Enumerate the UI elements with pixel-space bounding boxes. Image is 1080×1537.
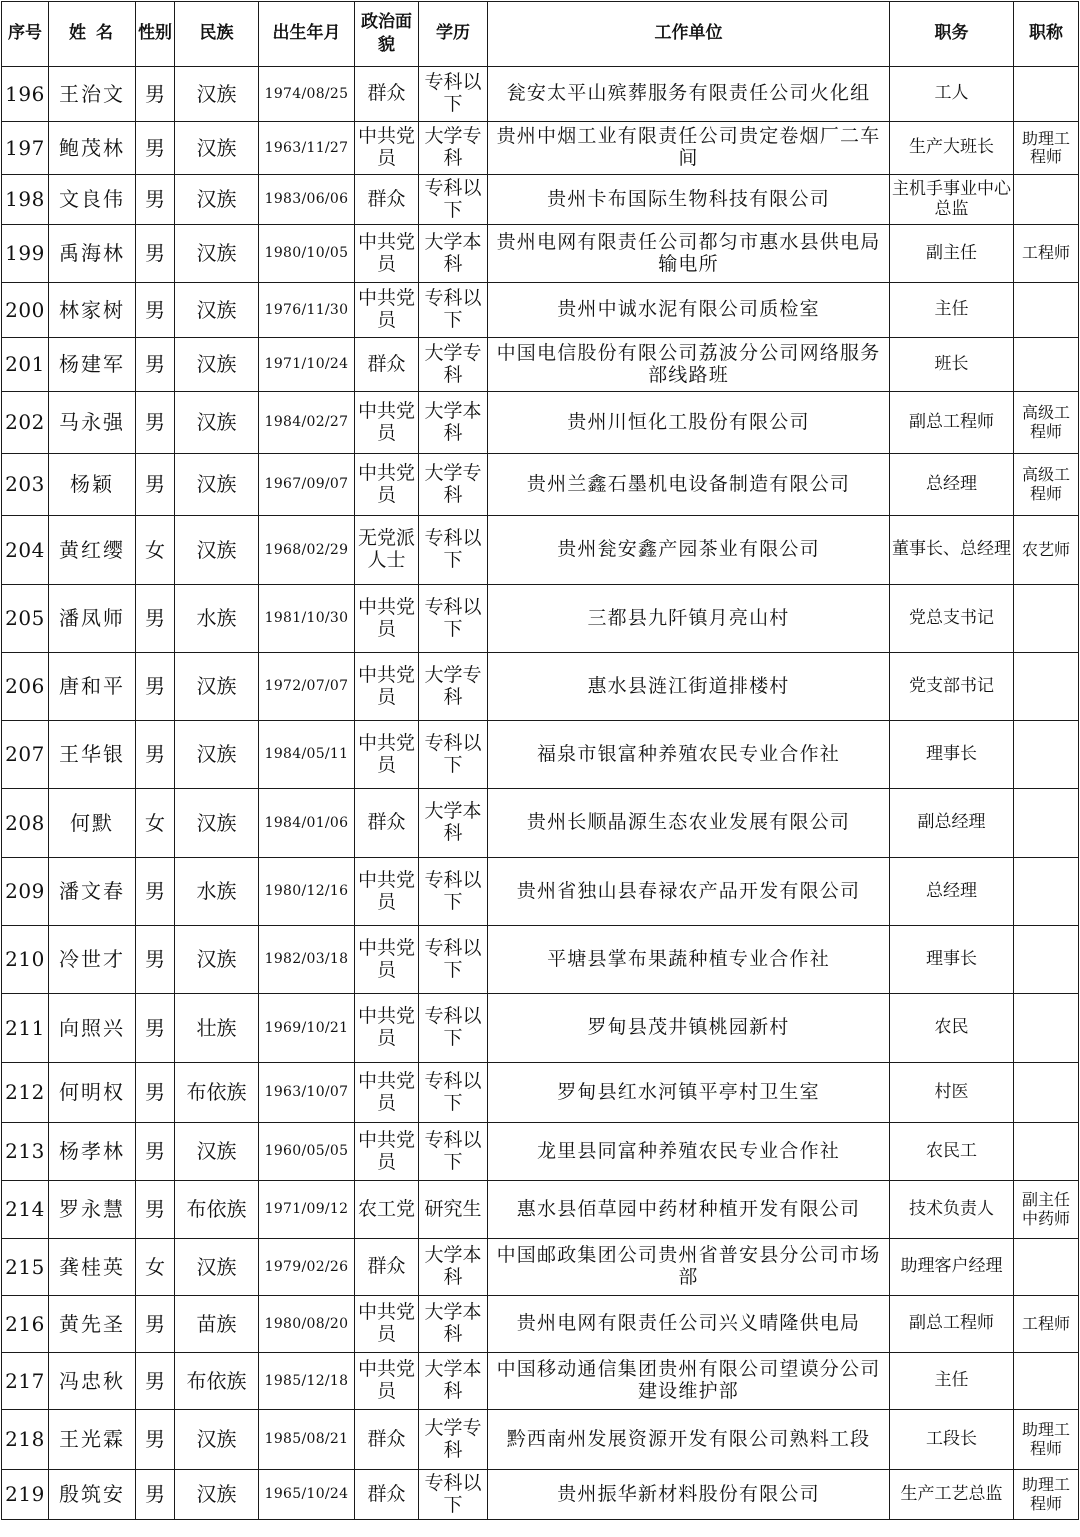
row-education: 大学专科: [419, 653, 488, 721]
row-seq: 215: [2, 1239, 49, 1296]
row-gender: 女: [136, 516, 175, 585]
row-employer: 罗甸县茂井镇桃园新村: [488, 994, 890, 1063]
row-political-status: 中共党员: [355, 1063, 419, 1123]
row-birth-date: 1963/11/27: [259, 122, 355, 175]
row-name: 王光霖: [49, 1410, 136, 1470]
row-gender: 男: [136, 67, 175, 122]
row-ethnicity: 汉族: [175, 653, 259, 721]
table-row: [2, 283, 1079, 338]
row-name: 杨建军: [49, 338, 136, 392]
row-ethnicity: 壮族: [175, 994, 259, 1063]
row-ethnicity: 汉族: [175, 454, 259, 516]
row-position: 助理客户经理: [890, 1239, 1014, 1296]
row-ethnicity: 汉族: [175, 175, 259, 225]
row-seq: 214: [2, 1181, 49, 1239]
row-employer: 贵州卡布国际生物科技有限公司: [488, 175, 890, 225]
row-professional-title: 高级工程师: [1014, 454, 1079, 516]
row-position: 党支部书记: [890, 653, 1014, 721]
row-ethnicity: 汉族: [175, 1123, 259, 1181]
row-ethnicity: 汉族: [175, 1239, 259, 1296]
header-birth: 出生年月: [259, 2, 355, 67]
row-ethnicity: 布依族: [175, 1353, 259, 1410]
row-employer: 中国电信股份有限公司荔波分公司网络服务部线路班: [488, 338, 890, 392]
row-education: 大学本科: [419, 1239, 488, 1296]
row-political-status: 群众: [355, 1239, 419, 1296]
row-education: 大学本科: [419, 225, 488, 283]
row-political-status: 群众: [355, 338, 419, 392]
row-education: 大学专科: [419, 122, 488, 175]
table-row: [2, 454, 1079, 516]
row-ethnicity: 汉族: [175, 392, 259, 454]
row-seq: 213: [2, 1123, 49, 1181]
row-seq: 212: [2, 1063, 49, 1123]
row-ethnicity: 布依族: [175, 1063, 259, 1123]
table-body: [2, 67, 1079, 1520]
row-political-status: 中共党员: [355, 225, 419, 283]
row-position: 副主任: [890, 225, 1014, 283]
row-professional-title: [1014, 721, 1079, 789]
table-row: [2, 392, 1079, 454]
row-political-status: 中共党员: [355, 653, 419, 721]
row-employer: 贵州振华新材料股份有限公司: [488, 1470, 890, 1520]
row-name: 冷世才: [49, 926, 136, 994]
row-position: 党总支书记: [890, 585, 1014, 653]
row-gender: 男: [136, 1123, 175, 1181]
row-employer: 贵州省独山县春禄农产品开发有限公司: [488, 858, 890, 926]
row-birth-date: 1981/10/30: [259, 585, 355, 653]
row-seq: 219: [2, 1470, 49, 1520]
row-ethnicity: 汉族: [175, 283, 259, 338]
row-position: 生产工艺总监: [890, 1470, 1014, 1520]
row-birth-date: 1976/11/30: [259, 283, 355, 338]
row-ethnicity: 汉族: [175, 516, 259, 585]
row-political-status: 中共党员: [355, 721, 419, 789]
row-position: 总经理: [890, 858, 1014, 926]
row-seq: 216: [2, 1296, 49, 1353]
row-employer: 贵州川恒化工股份有限公司: [488, 392, 890, 454]
row-gender: 男: [136, 653, 175, 721]
row-employer: 黔西南州发展资源开发有限公司熟料工段: [488, 1410, 890, 1470]
row-gender: 男: [136, 1063, 175, 1123]
row-political-status: 中共党员: [355, 1296, 419, 1353]
row-birth-date: 1971/09/12: [259, 1181, 355, 1239]
table-row: [2, 1410, 1079, 1470]
row-birth-date: 1984/01/06: [259, 789, 355, 858]
row-gender: 男: [136, 283, 175, 338]
row-education: 大学本科: [419, 392, 488, 454]
row-political-status: 群众: [355, 175, 419, 225]
row-name: 罗永慧: [49, 1181, 136, 1239]
row-professional-title: [1014, 858, 1079, 926]
row-seq: 207: [2, 721, 49, 789]
row-ethnicity: 汉族: [175, 67, 259, 122]
row-ethnicity: 汉族: [175, 1410, 259, 1470]
row-seq: 198: [2, 175, 49, 225]
table-row: [2, 721, 1079, 789]
header-employer: 工作单位: [488, 2, 890, 67]
row-ethnicity: 水族: [175, 858, 259, 926]
row-position: 董事长、总经理: [890, 516, 1014, 585]
row-name: 黄先圣: [49, 1296, 136, 1353]
row-gender: 女: [136, 1239, 175, 1296]
table-row: [2, 516, 1079, 585]
row-birth-date: 1983/06/06: [259, 175, 355, 225]
row-seq: 199: [2, 225, 49, 283]
row-ethnicity: 汉族: [175, 926, 259, 994]
row-employer: 罗甸县红水河镇平亭村卫生室: [488, 1063, 890, 1123]
row-gender: 男: [136, 1470, 175, 1520]
row-political-status: 中共党员: [355, 1123, 419, 1181]
table-row: [2, 338, 1079, 392]
row-ethnicity: 汉族: [175, 122, 259, 175]
row-political-status: 中共党员: [355, 392, 419, 454]
row-employer: 平塘县掌布果蔬种植专业合作社: [488, 926, 890, 994]
row-birth-date: 1963/10/07: [259, 1063, 355, 1123]
row-education: 专科以下: [419, 1470, 488, 1520]
row-birth-date: 1967/09/07: [259, 454, 355, 516]
row-education: 大学专科: [419, 454, 488, 516]
row-position: 副总工程师: [890, 392, 1014, 454]
row-seq: 217: [2, 1353, 49, 1410]
row-education: 大学本科: [419, 1353, 488, 1410]
row-name: 马永强: [49, 392, 136, 454]
row-political-status: 中共党员: [355, 1353, 419, 1410]
row-birth-date: 1960/05/05: [259, 1123, 355, 1181]
row-seq: 208: [2, 789, 49, 858]
row-seq: 205: [2, 585, 49, 653]
row-name: 鲍茂林: [49, 122, 136, 175]
row-political-status: 中共党员: [355, 858, 419, 926]
row-political-status: 群众: [355, 67, 419, 122]
row-employer: 龙里县同富种养殖农民专业合作社: [488, 1123, 890, 1181]
row-professional-title: 工程师: [1014, 225, 1079, 283]
row-name: 冯忠秋: [49, 1353, 136, 1410]
row-gender: 男: [136, 122, 175, 175]
row-education: 大学专科: [419, 338, 488, 392]
row-political-status: 中共党员: [355, 994, 419, 1063]
row-birth-date: 1969/10/21: [259, 994, 355, 1063]
row-gender: 男: [136, 175, 175, 225]
row-professional-title: 农艺师: [1014, 516, 1079, 585]
table-row: [2, 175, 1079, 225]
row-political-status: 中共党员: [355, 585, 419, 653]
row-professional-title: 工程师: [1014, 1296, 1079, 1353]
table-row: [2, 789, 1079, 858]
row-position: 村医: [890, 1063, 1014, 1123]
row-education: 专科以下: [419, 858, 488, 926]
table-row: [2, 858, 1079, 926]
table-row: [2, 653, 1079, 721]
row-name: 殷筑安: [49, 1470, 136, 1520]
row-education: 大学专科: [419, 1410, 488, 1470]
row-political-status: 无党派人士: [355, 516, 419, 585]
row-education: 专科以下: [419, 516, 488, 585]
row-seq: 201: [2, 338, 49, 392]
row-professional-title: [1014, 1063, 1079, 1123]
row-seq: 210: [2, 926, 49, 994]
row-position: 工段长: [890, 1410, 1014, 1470]
row-name: 向照兴: [49, 994, 136, 1063]
table-row: [2, 1296, 1079, 1353]
row-employer: 惠水县佰草园中药材种植开发有限公司: [488, 1181, 890, 1239]
header-seq: 序号: [2, 2, 49, 67]
row-name: 王华银: [49, 721, 136, 789]
row-employer: 贵州瓮安鑫产园茶业有限公司: [488, 516, 890, 585]
row-position: 副总工程师: [890, 1296, 1014, 1353]
row-birth-date: 1984/02/27: [259, 392, 355, 454]
row-position: 生产大班长: [890, 122, 1014, 175]
row-gender: 男: [136, 1410, 175, 1470]
header-gender: 性别: [136, 2, 175, 67]
row-birth-date: 1972/07/07: [259, 653, 355, 721]
row-professional-title: [1014, 1353, 1079, 1410]
row-gender: 男: [136, 1353, 175, 1410]
row-birth-date: 1985/08/21: [259, 1410, 355, 1470]
header-name: 姓 名: [49, 2, 136, 67]
row-position: 副总经理: [890, 789, 1014, 858]
row-political-status: 中共党员: [355, 926, 419, 994]
row-seq: 200: [2, 283, 49, 338]
row-seq: 197: [2, 122, 49, 175]
table-row: [2, 67, 1079, 122]
row-name: 林家树: [49, 283, 136, 338]
row-education: 专科以下: [419, 926, 488, 994]
row-employer: 福泉市银富种养殖农民专业合作社: [488, 721, 890, 789]
table-header-row: [2, 2, 1079, 67]
row-birth-date: 1979/02/26: [259, 1239, 355, 1296]
row-education: 专科以下: [419, 283, 488, 338]
row-birth-date: 1971/10/24: [259, 338, 355, 392]
row-employer: 中国移动通信集团贵州有限公司望谟分公司建设维护部: [488, 1353, 890, 1410]
row-birth-date: 1982/03/18: [259, 926, 355, 994]
row-education: 专科以下: [419, 175, 488, 225]
table-row: [2, 225, 1079, 283]
row-birth-date: 1968/02/29: [259, 516, 355, 585]
table-row: [2, 1470, 1079, 1520]
row-position: 农民工: [890, 1123, 1014, 1181]
row-professional-title: 助理工程师: [1014, 122, 1079, 175]
row-position: 理事长: [890, 721, 1014, 789]
row-ethnicity: 水族: [175, 585, 259, 653]
header-title: 职称: [1014, 2, 1079, 67]
row-professional-title: [1014, 1239, 1079, 1296]
row-political-status: 中共党员: [355, 122, 419, 175]
row-political-status: 农工党: [355, 1181, 419, 1239]
row-name: 唐和平: [49, 653, 136, 721]
row-professional-title: [1014, 994, 1079, 1063]
row-education: 大学本科: [419, 1296, 488, 1353]
row-position: 工人: [890, 67, 1014, 122]
row-gender: 男: [136, 1296, 175, 1353]
row-professional-title: 副主任中药师: [1014, 1181, 1079, 1239]
row-gender: 男: [136, 858, 175, 926]
personnel-table: [1, 1, 1079, 1520]
row-ethnicity: 汉族: [175, 789, 259, 858]
table-row: [2, 1239, 1079, 1296]
row-gender: 男: [136, 338, 175, 392]
row-position: 理事长: [890, 926, 1014, 994]
row-ethnicity: 布依族: [175, 1181, 259, 1239]
row-name: 潘凤师: [49, 585, 136, 653]
table-row: [2, 1181, 1079, 1239]
row-employer: 贵州电网有限责任公司都匀市惠水县供电局输电所: [488, 225, 890, 283]
row-birth-date: 1974/08/25: [259, 67, 355, 122]
row-seq: 204: [2, 516, 49, 585]
row-position: 总经理: [890, 454, 1014, 516]
row-ethnicity: 苗族: [175, 1296, 259, 1353]
row-education: 专科以下: [419, 67, 488, 122]
row-education: 专科以下: [419, 1063, 488, 1123]
row-birth-date: 1965/10/24: [259, 1470, 355, 1520]
row-birth-date: 1980/12/16: [259, 858, 355, 926]
row-birth-date: 1980/10/05: [259, 225, 355, 283]
row-seq: 218: [2, 1410, 49, 1470]
row-name: 潘文春: [49, 858, 136, 926]
row-seq: 196: [2, 67, 49, 122]
row-gender: 男: [136, 454, 175, 516]
row-gender: 男: [136, 392, 175, 454]
row-professional-title: [1014, 67, 1079, 122]
row-birth-date: 1980/08/20: [259, 1296, 355, 1353]
header-ethnicity: 民族: [175, 2, 259, 67]
row-employer: 贵州中诚水泥有限公司质检室: [488, 283, 890, 338]
row-professional-title: 高级工程师: [1014, 392, 1079, 454]
row-education: 专科以下: [419, 1123, 488, 1181]
row-education: 专科以下: [419, 721, 488, 789]
table-row: [2, 122, 1079, 175]
row-professional-title: 助理工程师: [1014, 1470, 1079, 1520]
row-seq: 203: [2, 454, 49, 516]
header-position: 职务: [890, 2, 1014, 67]
table-row: [2, 1353, 1079, 1410]
row-employer: 贵州兰鑫石墨机电设备制造有限公司: [488, 454, 890, 516]
row-political-status: 中共党员: [355, 283, 419, 338]
row-gender: 男: [136, 585, 175, 653]
row-position: 班长: [890, 338, 1014, 392]
row-seq: 211: [2, 994, 49, 1063]
row-ethnicity: 汉族: [175, 721, 259, 789]
row-name: 杨颖: [49, 454, 136, 516]
row-political-status: 群众: [355, 1410, 419, 1470]
row-gender: 男: [136, 721, 175, 789]
row-position: 主任: [890, 283, 1014, 338]
row-position: 主任: [890, 1353, 1014, 1410]
table-row: [2, 1063, 1079, 1123]
header-education: 学历: [419, 2, 488, 67]
row-position: 主机手事业中心总监: [890, 175, 1014, 225]
row-professional-title: [1014, 175, 1079, 225]
row-gender: 男: [136, 994, 175, 1063]
row-birth-date: 1984/05/11: [259, 721, 355, 789]
header-political: 政治面貌: [355, 2, 419, 67]
row-employer: 三都县九阡镇月亮山村: [488, 585, 890, 653]
row-education: 专科以下: [419, 585, 488, 653]
row-position: 农民: [890, 994, 1014, 1063]
row-professional-title: [1014, 585, 1079, 653]
row-name: 杨孝林: [49, 1123, 136, 1181]
row-professional-title: [1014, 338, 1079, 392]
row-employer: 贵州中烟工业有限责任公司贵定卷烟厂二车间: [488, 122, 890, 175]
row-professional-title: [1014, 1123, 1079, 1181]
row-name: 王治文: [49, 67, 136, 122]
row-name: 龚桂英: [49, 1239, 136, 1296]
row-gender: 男: [136, 1181, 175, 1239]
row-gender: 男: [136, 926, 175, 994]
table-row: [2, 994, 1079, 1063]
row-ethnicity: 汉族: [175, 225, 259, 283]
table-row: [2, 585, 1079, 653]
row-gender: 男: [136, 225, 175, 283]
row-seq: 209: [2, 858, 49, 926]
row-professional-title: [1014, 789, 1079, 858]
row-name: 禹海林: [49, 225, 136, 283]
row-seq: 206: [2, 653, 49, 721]
row-professional-title: [1014, 283, 1079, 338]
row-employer: 中国邮政集团公司贵州省普安县分公司市场部: [488, 1239, 890, 1296]
row-ethnicity: 汉族: [175, 1470, 259, 1520]
table-row: [2, 926, 1079, 994]
row-professional-title: [1014, 926, 1079, 994]
row-professional-title: [1014, 653, 1079, 721]
row-professional-title: 助理工程师: [1014, 1410, 1079, 1470]
row-name: 文良伟: [49, 175, 136, 225]
row-political-status: 中共党员: [355, 454, 419, 516]
row-name: 黄红缨: [49, 516, 136, 585]
table-row: [2, 1123, 1079, 1181]
row-seq: 202: [2, 392, 49, 454]
row-ethnicity: 汉族: [175, 338, 259, 392]
row-employer: 惠水县涟江街道排楼村: [488, 653, 890, 721]
row-employer: 贵州电网有限责任公司兴义晴隆供电局: [488, 1296, 890, 1353]
row-political-status: 群众: [355, 789, 419, 858]
row-employer: 瓮安太平山殡葬服务有限责任公司火化组: [488, 67, 890, 122]
row-gender: 女: [136, 789, 175, 858]
row-education: 大学本科: [419, 789, 488, 858]
row-education: 研究生: [419, 1181, 488, 1239]
row-name: 何默: [49, 789, 136, 858]
row-employer: 贵州长顺晶源生态农业发展有限公司: [488, 789, 890, 858]
row-position: 技术负责人: [890, 1181, 1014, 1239]
row-birth-date: 1985/12/18: [259, 1353, 355, 1410]
row-political-status: 群众: [355, 1470, 419, 1520]
row-education: 专科以下: [419, 994, 488, 1063]
row-name: 何明权: [49, 1063, 136, 1123]
